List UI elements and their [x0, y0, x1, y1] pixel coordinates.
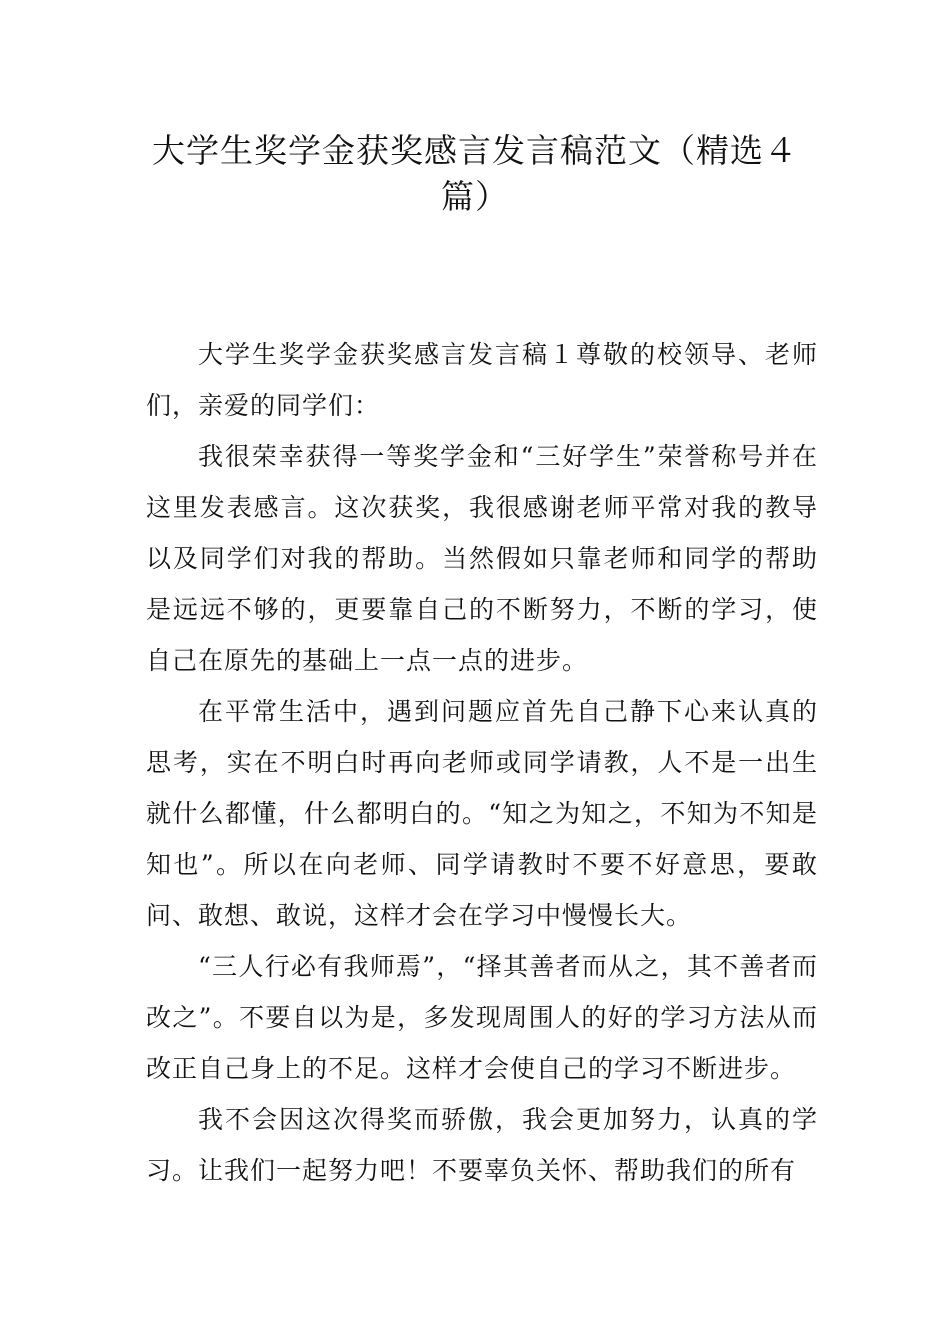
document-body — [146, 329, 818, 1196]
document-title — [120, 128, 830, 220]
paragraph-greeting: 大学生奖学金获奖感言发言稿１尊敬的校领导、老师们，亲爱的同学们： — [146, 340, 818, 420]
paragraph-commitment: 我不会因这次得奖而骄傲，我会更加努力，认真的学习。让我们一起努力吧！不要辜负关怀、帮助我们的所有 — [146, 1105, 818, 1185]
paragraph-gratitude: 我很荣幸获得一等奖学金和“三好学生”荣誉称号并在这里发表感言。这次获奖，我很感谢老师平常对我的教导以及同学们对我的帮助。当然假如只靠老师和同学的帮助是远远不够的，更要靠自己的不断努力，不断的学习，使自己在原先的基础上一点一点的进步。 — [146, 442, 818, 675]
paragraph-learning-from-others: “三人行必有我师焉”，“择其善者而从之，其不善者而改之”。不要自以为是，多发现周围人的好的学习方法从而改正自己身上的不足。这样才会使自己的学习不断进步。 — [146, 952, 818, 1083]
title-line-2: 篇） — [441, 177, 509, 216]
title-line-1: 大学生奖学金获奖感言发言稿范文（精选４ — [152, 131, 798, 170]
paragraph-thinking: 在平常生活中，遇到问题应首先自己静下心来认真的思考，实在不明白时再向老师或同学请教，人不是一出生就什么都懂，什么都明白的。“知之为知之，不知为不知是知也”。所以在向老师、同学请教时不要不好意思，要敢问、敢想、敢说，这样才会在学习中慢慢长大。 — [146, 697, 818, 930]
